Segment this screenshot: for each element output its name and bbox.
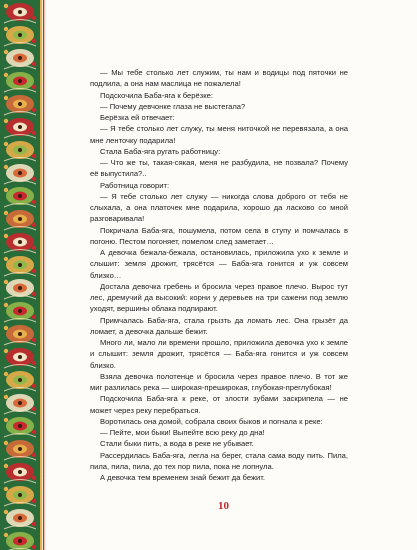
paragraph: — Я тебе столько лет служу, ты меня ниточкой не перевязала, а она мне ленточку подарила! <box>90 124 348 145</box>
paragraph: Взяла девочка полотенце и бросила через правое плечо. В тот же миг разлилась река — широкая-преширокая, глубокая-преглубокая! <box>90 371 348 392</box>
paragraph: Стали быки пить, а вода в реке не убывает. <box>100 439 254 449</box>
paragraph: Работница говорит: <box>100 180 170 190</box>
paragraph: Много ли, мало ли времени прошло, приложила девочка ухо к земле и слышит: земля дрожит, трясётся — Баба-яга гонится и уж совсем близко. <box>90 338 348 370</box>
paragraph: — Я тебе столько лет служу — никогда слова доброго от тебя не слыхала, а она платочек мне подарила, хорошо да ласково со мной разговаривала! <box>90 191 348 224</box>
folk-ornament-border <box>0 0 46 550</box>
story-text <box>90 67 348 483</box>
paragraph: Стала Баба-яга ругать работницу: <box>100 146 221 156</box>
paragraph: Рассердилась Баба-яга, легла на берег, стала сама воду пить. Пила, пила, пила, пила, до тех пор пила, пока не лопнула. <box>90 450 348 471</box>
paragraph: Подскочила Баба-яга к берёзке: <box>100 90 213 100</box>
paragraph: — Что же ты, такая-сякая, меня не разбудила, не позвала? Почему её выпустила?.. <box>90 158 348 179</box>
paragraph: Воротилась она домой, собрала своих быков и погнала к реке: <box>100 416 323 426</box>
paragraph: Примчалась Баба-яга, стала грызть да ломать лес. Она грызёт да ломает, а девочка дальше бежит. <box>90 315 348 336</box>
paragraph: — Почему девчонке глаза не выстегала? <box>100 101 246 111</box>
paragraph: Покричала Баба-яга, пошумела, потом села в ступу и помчалась в погоню. Пестом погоняет, помелом след заметает… <box>90 225 348 246</box>
page-number: 10 <box>218 500 229 512</box>
paragraph: Подскочила Баба-яга к реке, от злости зубами заскрипела — не может через реку перебраться. <box>90 394 348 415</box>
paragraph: — Мы тебе столько лет служим, ты нам и водицы под пяточки не подлила, а она нам маслица не пожалела! <box>90 68 348 89</box>
paragraph: Берёзка ей отвечает: <box>100 113 175 122</box>
paragraph: — Пейте, мои быки! Выпейте всю реку до дна! <box>100 428 265 437</box>
paragraph: А девочка бежала-бежала, остановилась, приложила ухо к земле и слышит: земля дрожит, трясётся — Баба-яга гонится и уж совсем близко… <box>90 248 348 280</box>
paragraph: А девочка тем временем знай бежит да бежит. <box>100 473 266 482</box>
paragraph: Достала девочка гребень и бросила через правое плечо. Вырос тут лес, дремучий да высокий: корни у деревьев на три сажени под землю уходят, вершины облака подпирают. <box>90 281 348 314</box>
